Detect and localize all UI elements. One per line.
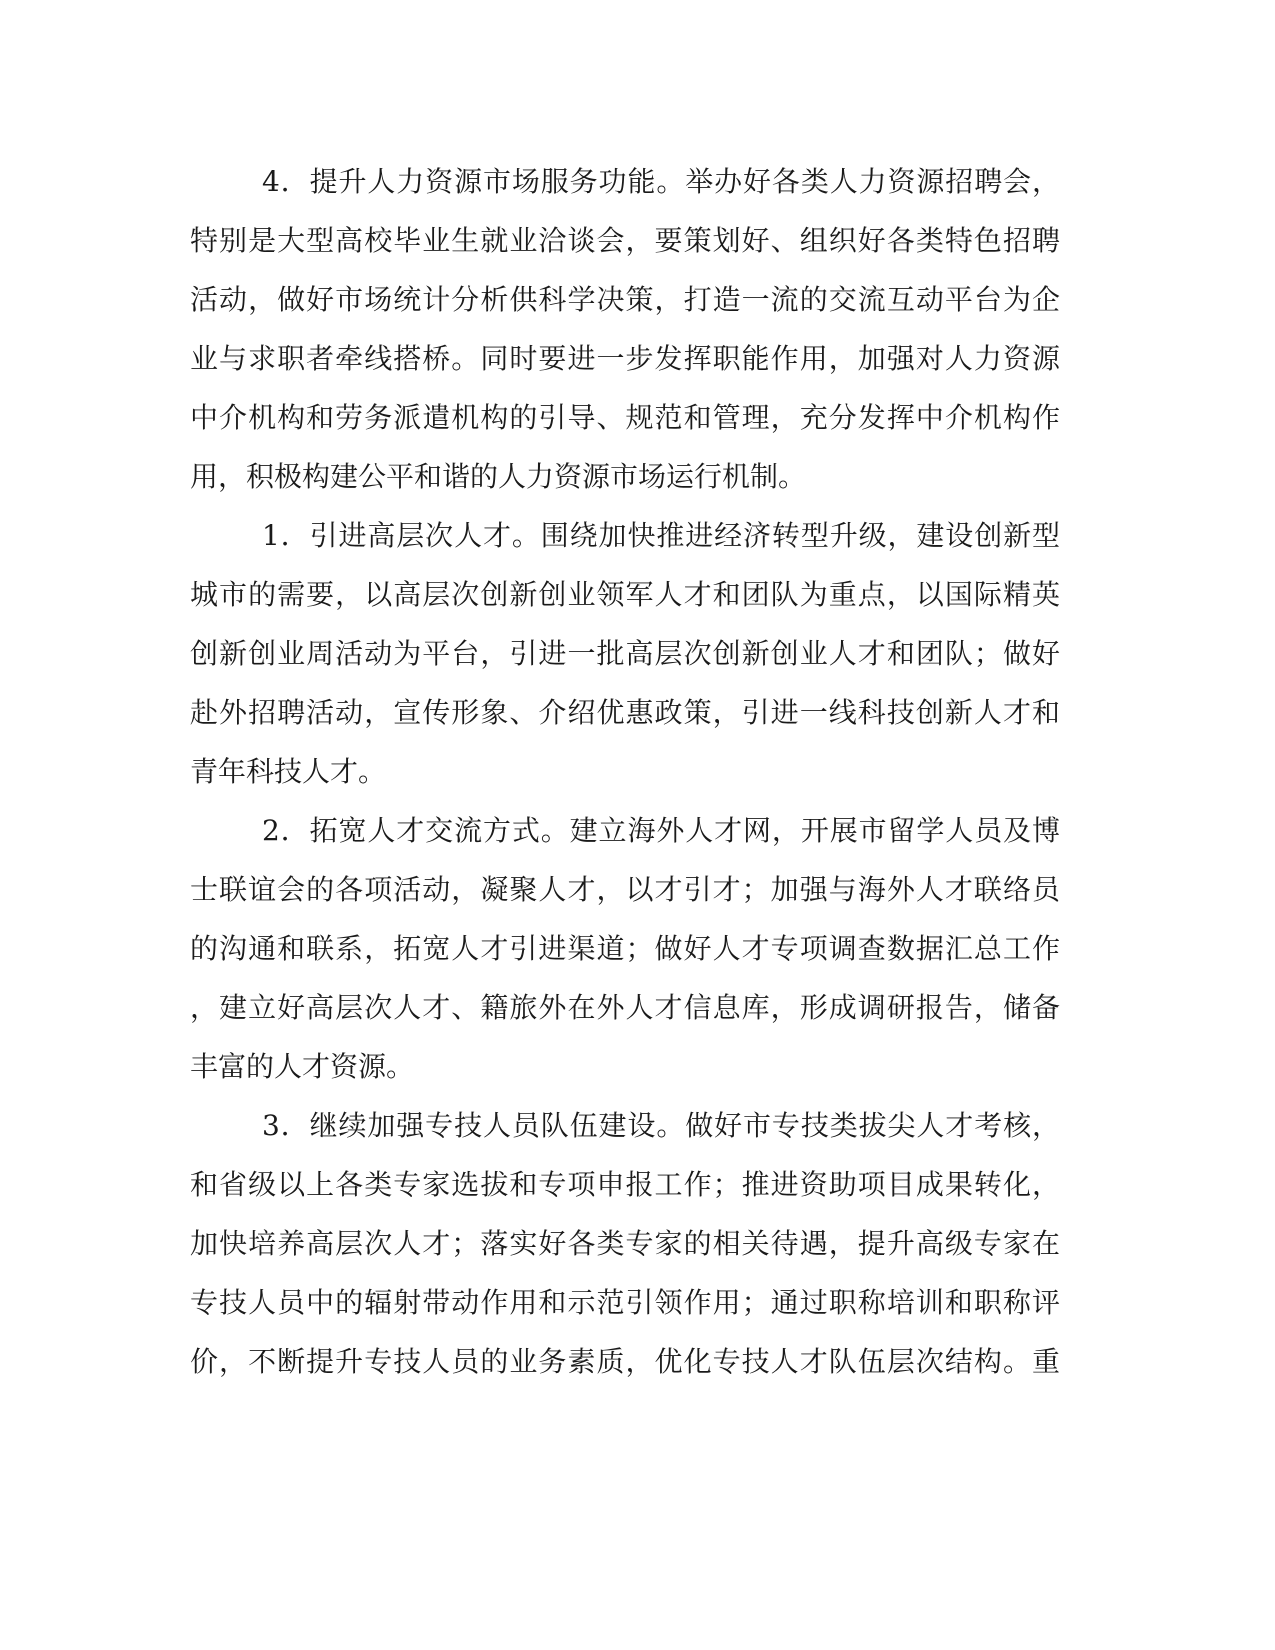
paragraph-line: 丰富的人才资源。 (190, 1050, 415, 1083)
paragraph-line: 活动，做好市场统计分析供科学决策，打造一流的交流互动平台为企 (190, 283, 1060, 316)
paragraph-line: 价，不断提升专技人员的业务素质，优化专技人才队伍层次结构。重 (190, 1345, 1060, 1378)
paragraph-line: 赴外招聘活动，宣传形象、介绍优惠政策，引进一线科技创新人才和 (190, 696, 1060, 729)
paragraph-line: ，建立好高层次人才、籍旅外在外人才信息库，形成调研报告，储备 (190, 991, 1060, 1024)
paragraph-line: 1．引进高层次人才。围绕加快推进经济转型升级，建设创新型 (262, 519, 1060, 552)
paragraph-line: 专技人员中的辐射带动作用和示范引领作用；通过职称培训和职称评 (190, 1286, 1060, 1319)
paragraph-line: 青年科技人才。 (190, 755, 387, 788)
paragraph-line: 业与求职者牵线搭桥。同时要进一步发挥职能作用，加强对人力资源 (190, 342, 1060, 375)
paragraph-line: 中介机构和劳务派遣机构的引导、规范和管理，充分发挥中介机构作 (190, 401, 1060, 434)
paragraph-line: 城市的需要，以高层次创新创业领军人才和团队为重点，以国际精英 (190, 578, 1060, 611)
paragraph-line: 士联谊会的各项活动，凝聚人才，以才引才；加强与海外人才联络员 (190, 873, 1060, 906)
paragraph-line: 2．拓宽人才交流方式。建立海外人才网，开展市留学人员及博 (262, 814, 1060, 847)
paragraph-line: 3．继续加强专技人员队伍建设。做好市专技类拔尖人才考核， (262, 1109, 1060, 1142)
paragraph-line: 的沟通和联系，拓宽人才引进渠道；做好人才专项调查数据汇总工作 (190, 932, 1060, 965)
paragraph-line: 用，积极构建公平和谐的人力资源市场运行机制。 (190, 460, 807, 493)
paragraph-line: 特别是大型高校毕业生就业洽谈会，要策划好、组织好各类特色招聘 (190, 224, 1060, 257)
paragraph-line: 和省级以上各类专家选拔和专项申报工作；推进资助项目成果转化， (190, 1168, 1060, 1201)
paragraph-line: 创新创业周活动为平台，引进一批高层次创新创业人才和团队；做好 (190, 637, 1060, 670)
paragraph-line: 加快培养高层次人才；落实好各类专家的相关待遇，提升高级专家在 (190, 1227, 1060, 1260)
paragraph-line: 4．提升人力资源市场服务功能。举办好各类人力资源招聘会， (262, 165, 1060, 198)
